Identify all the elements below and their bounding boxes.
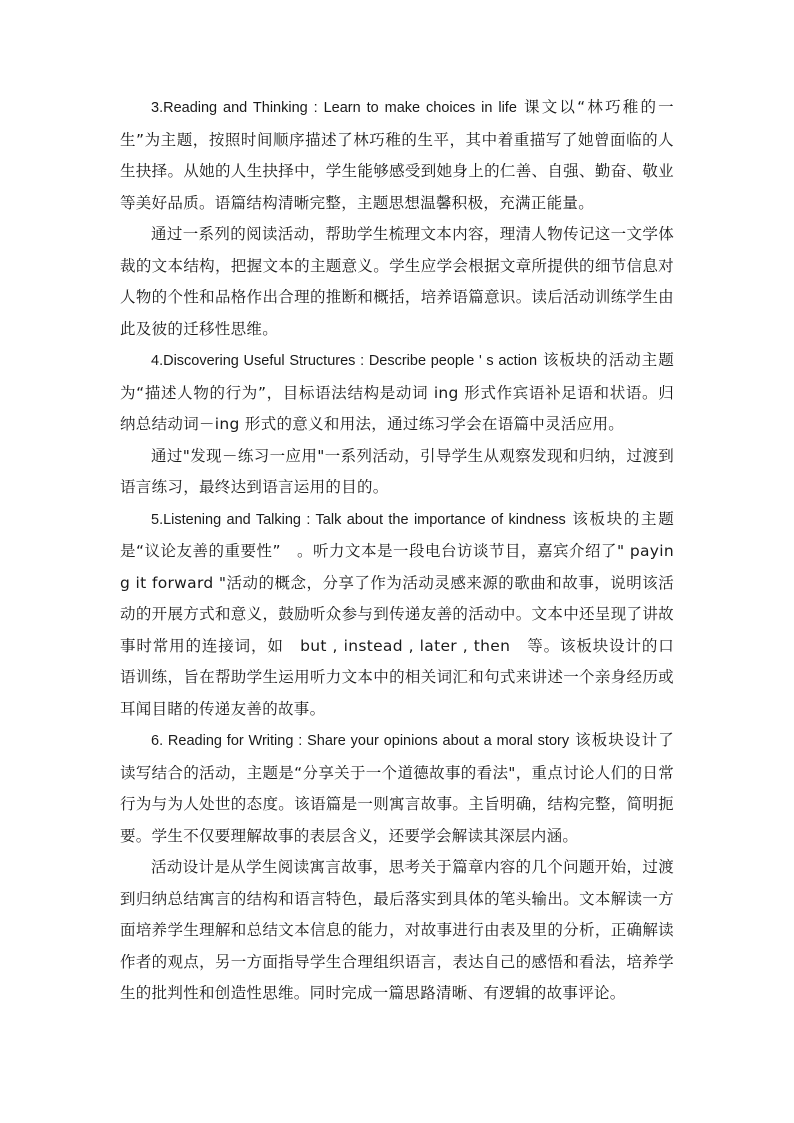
paragraph-useful-structures	[120, 345, 674, 441]
paragraph-text: 活动设计是从学生阅读寓言故事，思考关于篇章内容的几个问题开始，过渡到归纳总结寓言的结构和语言特色，最后落实到具体的笔头输出。文本解读一方面培养学生理解和总结文本信息的能力，对故事进行由表及里的分析，正确解读作者的观点，另一方面指导学生合理组织语言，表达自己的感悟和看法，培养学生的批判性和创造性思维。同时完成一篇思路清晰、有逻辑的故事评论。	[120, 858, 674, 1002]
paragraph-reading-activities	[120, 219, 674, 345]
paragraph-text: 课文以“林巧稚的一生”为主题，按照时间顺序描述了林巧稚的生平，其中着重描写了她曾面临的人生抉择。从她的人生抉择中，学生能够感受到她身上的仁善、自强、勤奋、敬业等美好品质。语篇结构清晰完整，主题思想温馨积极，充满正能量。	[120, 98, 674, 212]
section-lead: 3.Reading and Thinking : Learn to make choices in life	[151, 100, 517, 116]
section-lead: 4.Discovering Useful Structures : Describe people ' s action	[151, 353, 538, 369]
paragraph-text: 该板块的主题是“议论友善的重要性” 。听力文本是一段电台访谈节目，嘉宾介绍了" paying it forward "活动的概念，分享了作为活动灵感来源的歌曲和故事，说明该活动的开展方式和意义，鼓励听众参与到传递友善的活动中。文本中还呈现了讲故事时常用的连接词，如 but , instead , later , then 等。该板块设计的口语训练，旨在帮助学生运用听力文本中的相关词汇和句式来讲述一个亲身经历或耳闻目睹的传递友善的故事。	[120, 509, 674, 718]
paragraph-listening-talking	[120, 504, 674, 726]
section-lead: 6. Reading for Writing : Share your opinions about a moral story	[151, 733, 570, 749]
paragraph-reading-thinking	[120, 92, 674, 219]
section-lead: 5.Listening and Talking : Talk about the importance of kindness	[151, 511, 566, 528]
paragraph-text: 通过一系列的阅读活动，帮助学生梳理文本内容，理清人物传记这一文学体裁的文本结构，把握文本的主题意义。学生应学会根据文章所提供的细节信息对人物的个性和品格作出合理的推断和概括，培养语篇意识。读后活动训练学生由此及彼的迁移性思维。	[120, 225, 674, 338]
paragraph-text: 该板块的活动主题为“描述人物的行为”，目标语法结构是动词 ing 形式作宾语补足语和状语。归纳总结动词－ing 形式的意义和用法，通过练习学会在语篇中灵活应用。	[120, 351, 674, 433]
paragraph-reading-writing	[120, 725, 674, 852]
paragraph-text: 该板块设计了读写结合的活动，主题是“分享关于一个道德故事的看法"，重点讨论人们的日常行为与为人处世的态度。该语篇是一则寓言故事。主旨明确，结构完整，简明扼要。学生不仅要理解故事的表层含义，还要学会解读其深层内涵。	[120, 731, 674, 845]
paragraph-writing-activities	[120, 852, 674, 1010]
paragraph-text: 通过"发现－练习一应用"一系列活动，引导学生从观察发现和归纳，过渡到语言练习，最终达到语言运用的目的。	[120, 446, 674, 496]
paragraph-structures-activities	[120, 441, 674, 504]
